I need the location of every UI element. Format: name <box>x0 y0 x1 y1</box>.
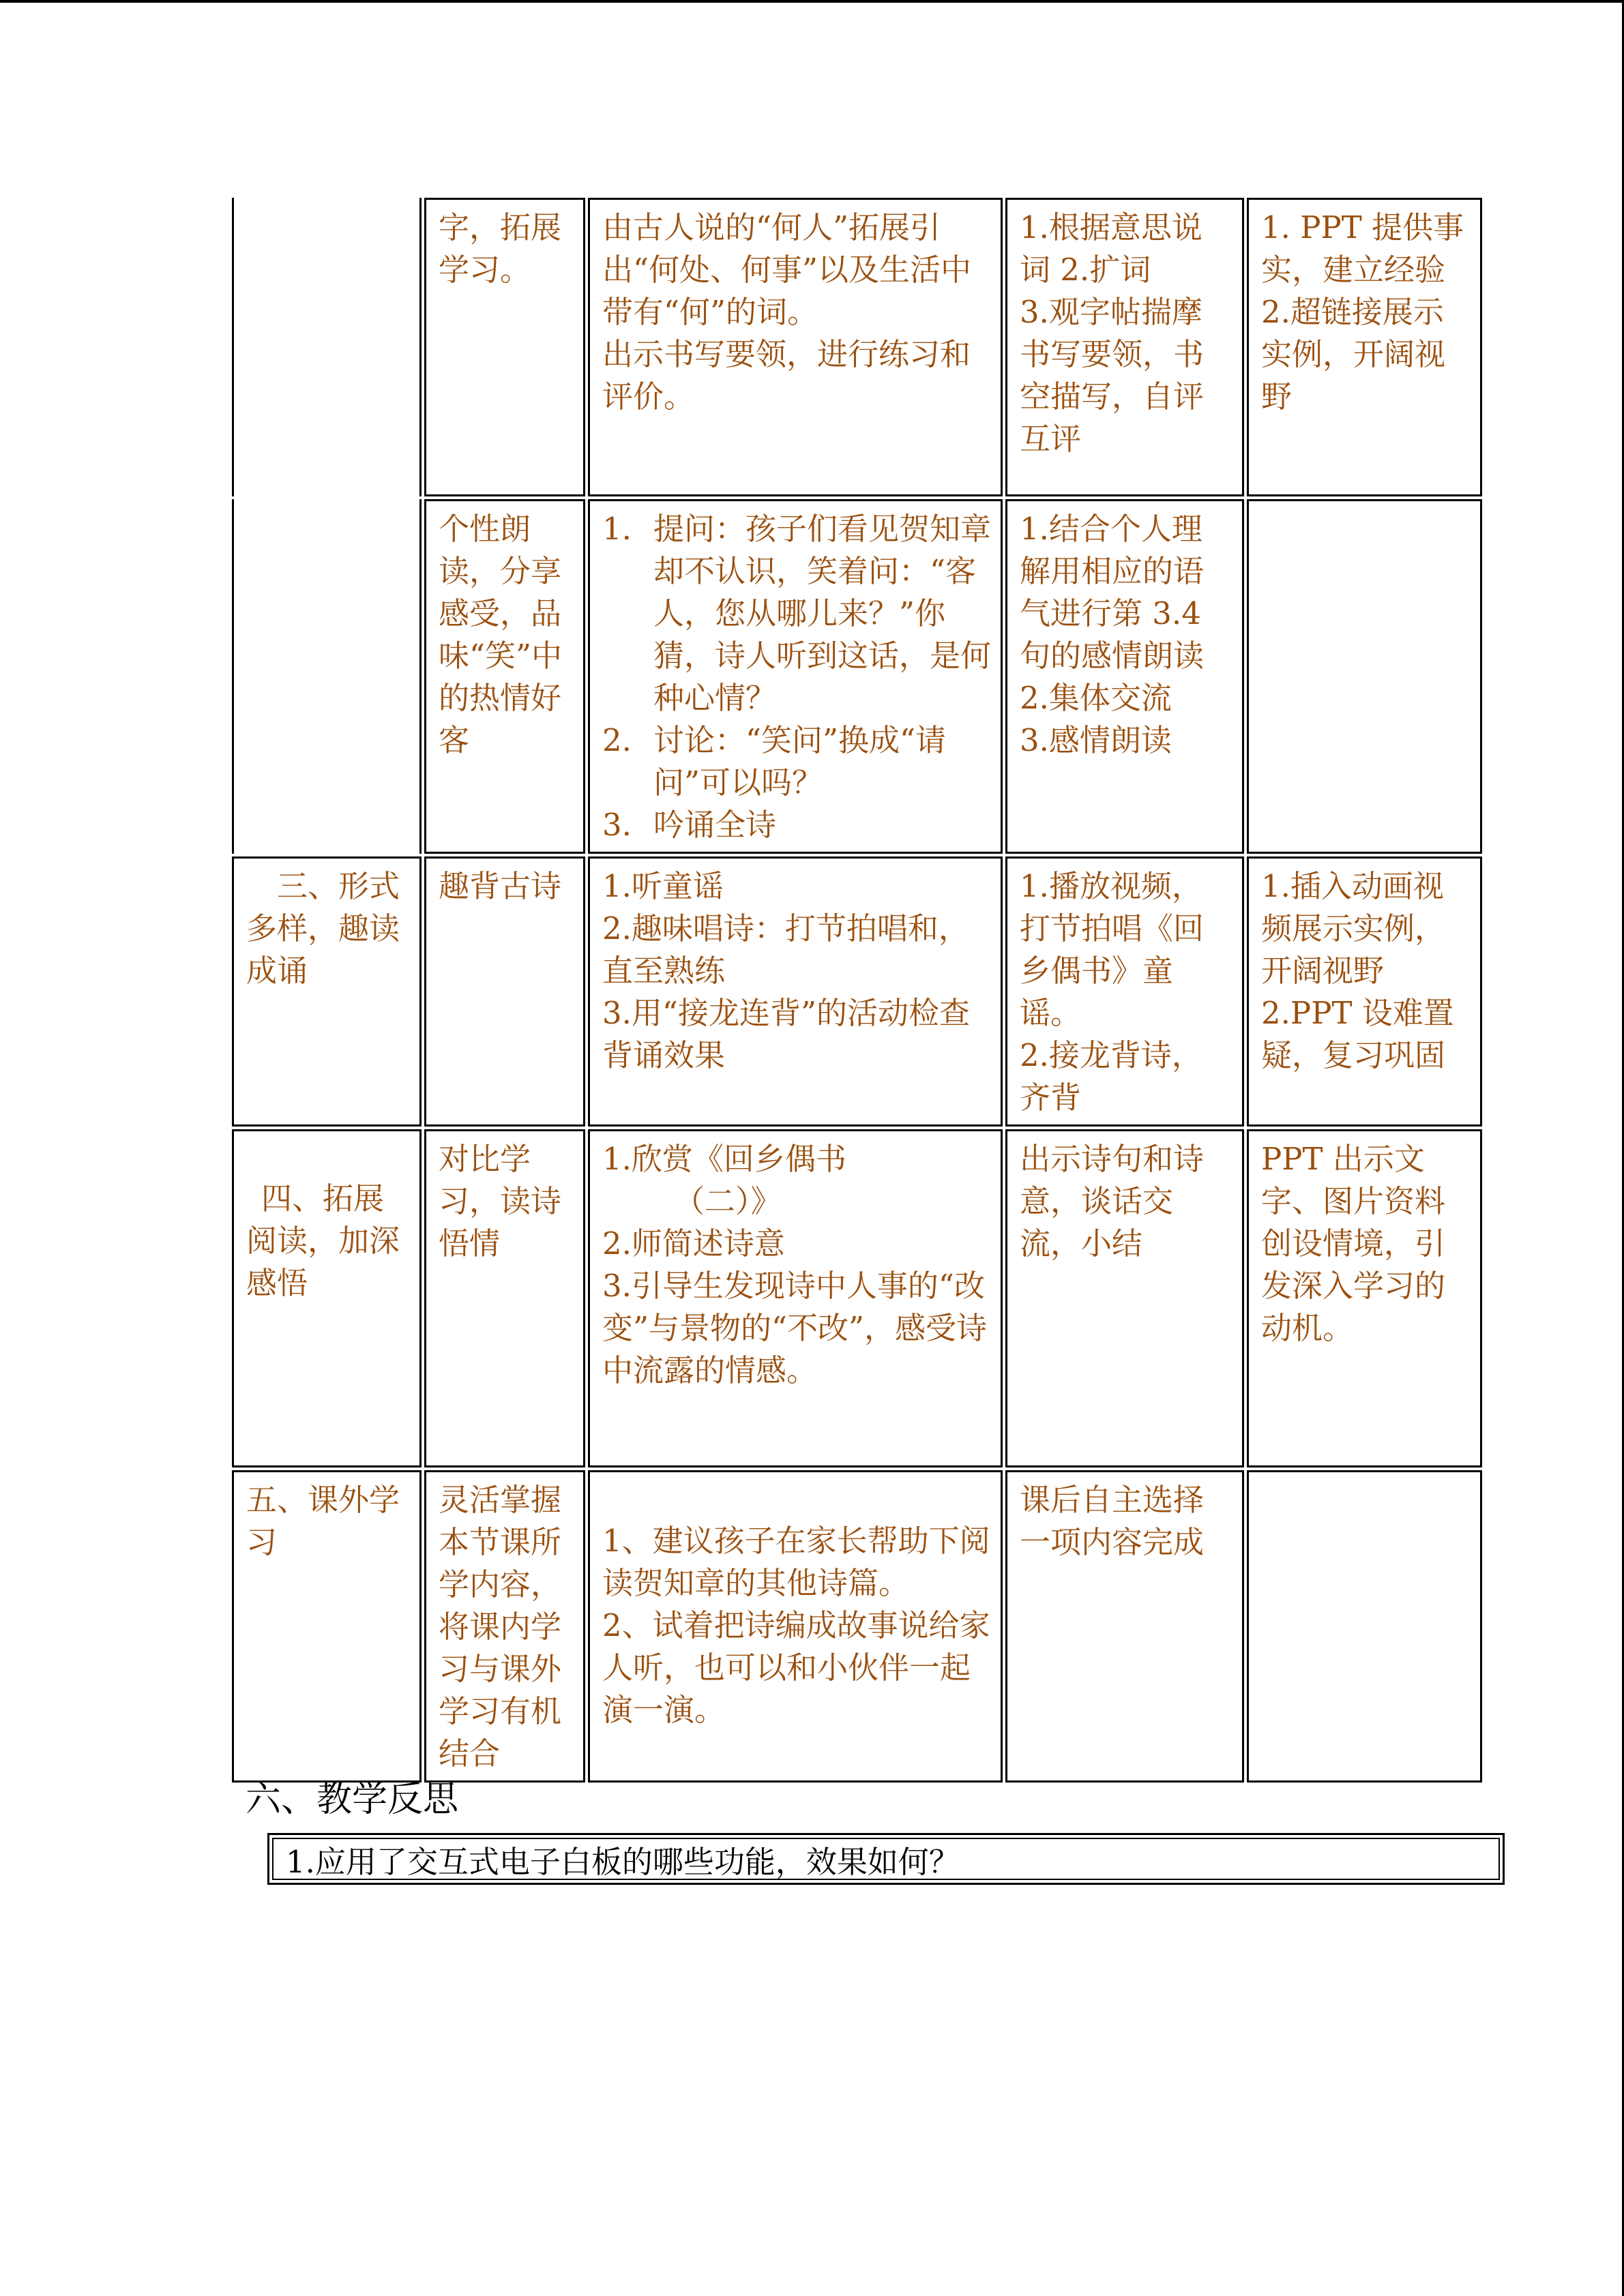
teacher-line: （二）》 <box>674 1183 782 1219</box>
phase-cell: 三、形式多样，趣读成诵 <box>232 856 422 1127</box>
lesson-plan-table <box>229 195 1485 1785</box>
media-line: 2.超链接展示实例，开阔视野 <box>1261 294 1446 415</box>
student-line: 1.播放视频，打节拍唱《回乡偶书》童谣。 <box>1020 868 1205 1031</box>
list-item <box>602 804 991 846</box>
teacher-line: 出示书写要领，进行练习和评价。 <box>602 336 971 415</box>
teacher-cell <box>588 1470 1003 1783</box>
list-text: 提问：孩子们看见贺知章却不认识，笑着问：“客人，您从哪儿来？”你猜，诗人听到这话，是何种心情？ <box>653 511 992 716</box>
teacher-line: 由古人说的“何人”拓展引出“何处、何事”以及生活中带有“何”的词。 <box>602 209 972 330</box>
phase-cell: 四、拓展阅读，加深感悟 <box>232 1129 422 1467</box>
student-line: 1.结合个人理解用相应的语气进行第 3.4 句的感情朗读 <box>1020 511 1205 674</box>
table-row <box>232 856 1482 1127</box>
media-cell <box>1247 1470 1482 1783</box>
phase-cell <box>232 499 422 854</box>
list-number: 3. <box>602 807 632 843</box>
media-cell <box>1247 856 1482 1127</box>
media-line: PPT 出示文字、图片资料创设情境，引发深入学习的动机。 <box>1261 1141 1446 1346</box>
student-cell <box>1005 198 1244 496</box>
teacher-line: 1.欣赏《回乡偶书 <box>602 1141 846 1177</box>
list-text: 讨论：“笑问”换成“请问”可以吗？ <box>653 722 947 801</box>
list-text: 吟诵全诗 <box>653 807 777 843</box>
table-row <box>232 1129 1482 1467</box>
table-row <box>232 1470 1482 1783</box>
reflection-question: 1.应用了交互式电子白板的哪些功能，效果如何？ <box>272 1838 1500 1880</box>
student-line: 1.根据意思说词 2.扩词 <box>1020 209 1202 288</box>
activity-cell: 灵活掌握本节课所学内容，将课内学习与课外学习有机结合 <box>424 1470 585 1783</box>
teacher-line: 2.师简述诗意 <box>602 1225 785 1262</box>
media-cell <box>1247 499 1482 854</box>
student-cell <box>1005 856 1244 1127</box>
list-item <box>602 508 991 719</box>
list-number: 2. <box>602 722 632 758</box>
phase-cell <box>232 198 422 496</box>
media-line: 2.PPT 设难置疑，复习巩固 <box>1261 995 1454 1073</box>
phase-cell: 五、课外学习 <box>232 1470 422 1783</box>
student-line: 3.感情朗读 <box>1020 722 1172 758</box>
activity-cell: 趣背古诗 <box>424 856 585 1127</box>
teacher-line: 3.引导生发现诗中人事的“改变”与景物的“不改”，感受诗中流露的情感。 <box>602 1268 988 1388</box>
media-cell <box>1247 198 1482 496</box>
page-top-border <box>0 0 1624 3</box>
table-row <box>232 198 1482 496</box>
table-row <box>232 499 1482 854</box>
reflection-box <box>267 1833 1505 1885</box>
teacher-cell <box>588 198 1003 496</box>
student-cell <box>1005 1470 1244 1783</box>
student-cell <box>1005 1129 1244 1467</box>
teacher-cell <box>588 856 1003 1127</box>
teacher-list <box>602 508 991 846</box>
activity-cell: 个性朗读，分享感受，品味“笑”中的热情好客 <box>424 499 585 854</box>
list-number: 1. <box>602 511 632 547</box>
student-cell <box>1005 499 1244 854</box>
media-line: 1. PPT 提供事实，建立经验 <box>1261 209 1464 288</box>
student-line: 课后自主选择一项内容完成 <box>1020 1482 1205 1560</box>
student-line: 3.观字帖揣摩书写要领，书空描写，自评互评 <box>1020 294 1205 457</box>
student-line: 出示诗句和诗意，谈话交流，小结 <box>1020 1141 1205 1262</box>
student-line: 2.接龙背诗，齐背 <box>1020 1037 1202 1116</box>
student-line: 2.集体交流 <box>1020 680 1172 716</box>
list-item <box>602 719 991 804</box>
media-line: 1.插入动画视频展示实例，开阔视野 <box>1261 868 1446 989</box>
activity-cell: 字，拓展学习。 <box>424 198 585 496</box>
teacher-line: 1.听童谣 <box>602 868 724 904</box>
activity-cell: 对比学习，读诗悟情 <box>424 1129 585 1467</box>
teacher-line: 1、建议孩子在家长帮助下阅读贺知章的其他诗篇。 <box>602 1523 990 1601</box>
section-heading: 六、教学反思 <box>246 1779 459 1820</box>
teacher-line: 2、试着把诗编成故事说给家人听，也可以和小伙伴一起演一演。 <box>602 1607 990 1728</box>
media-cell <box>1247 1129 1482 1467</box>
teacher-cell <box>588 499 1003 854</box>
teacher-line: 2.趣味唱诗：打节拍唱和，直至熟练 <box>602 910 969 989</box>
teacher-line: 3.用“接龙连背”的活动检查背诵效果 <box>602 995 970 1073</box>
teacher-cell <box>588 1129 1003 1467</box>
